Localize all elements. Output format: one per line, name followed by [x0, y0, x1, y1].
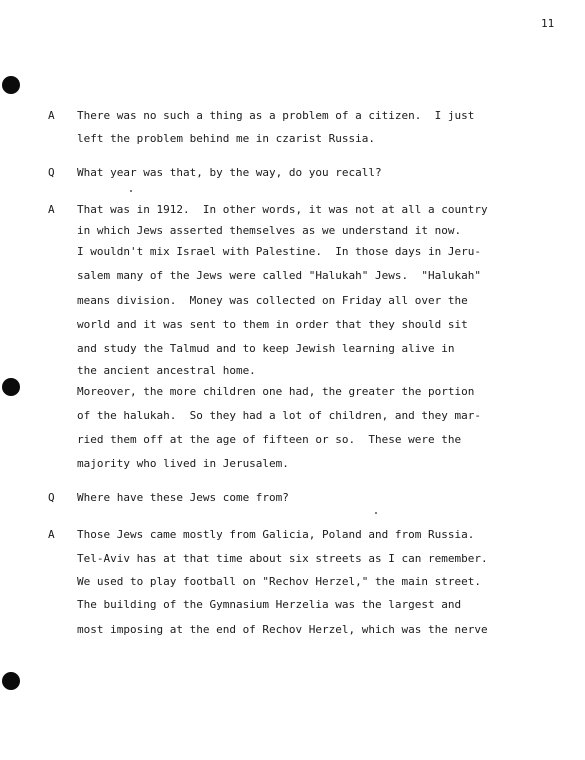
text-line: The building of the Gymnasium Herzelia was the largest and [77, 598, 462, 611]
text-line: in which Jews asserted themselves as we understand it now. [77, 224, 462, 237]
text-line: salem many of the Jews were called "Halukah" Jews. "Halukah" [77, 269, 481, 282]
text-line: means division. Money was collected on Friday all over the [77, 294, 468, 307]
text-line: most imposing at the end of Rechov Herzel, which was the nerve [77, 623, 488, 636]
text-line: I wouldn't mix Israel with Palestine. In those days in Jeru- [77, 245, 481, 258]
page-number: 11 [541, 17, 555, 30]
text-line: of the halukah. So they had a lot of children, and they mar- [77, 409, 481, 422]
text-line: Tel-Aviv has at that time about six streets as I can remember. [77, 552, 488, 565]
speaker-label: Q [48, 491, 55, 504]
text-line: left the problem behind me in czarist Russia. [77, 132, 376, 145]
speaker-label: Q [48, 166, 55, 179]
text-line: world and it was sent to them in order that they should sit [77, 318, 468, 331]
text-line: That was in 1912. In other words, it was not at all a country [77, 203, 488, 216]
text-line: What year was that, by the way, do you recall? [77, 166, 382, 179]
text-line: the ancient ancestral home. [77, 364, 256, 377]
speaker-label: A [48, 528, 55, 541]
punch-hole [2, 672, 20, 690]
speck [375, 512, 377, 514]
punch-hole [2, 378, 20, 396]
text-line: Where have these Jews come from? [77, 491, 289, 504]
text-line: majority who lived in Jerusalem. [77, 457, 289, 470]
speaker-label: A [48, 203, 55, 216]
text-line: There was no such a thing as a problem of a citizen. I just [77, 109, 475, 122]
speck [130, 190, 132, 192]
text-line: Those Jews came mostly from Galicia, Poland and from Russia. [77, 528, 475, 541]
text-line: We used to play football on "Rechov Herzel," the main street. [77, 575, 481, 588]
text-line: and study the Talmud and to keep Jewish learning alive in [77, 342, 455, 355]
text-line: Moreover, the more children one had, the greater the portion [77, 385, 475, 398]
text-line: ried them off at the age of fifteen or so. These were the [77, 433, 462, 446]
punch-hole [2, 76, 20, 94]
speaker-label: A [48, 109, 55, 122]
